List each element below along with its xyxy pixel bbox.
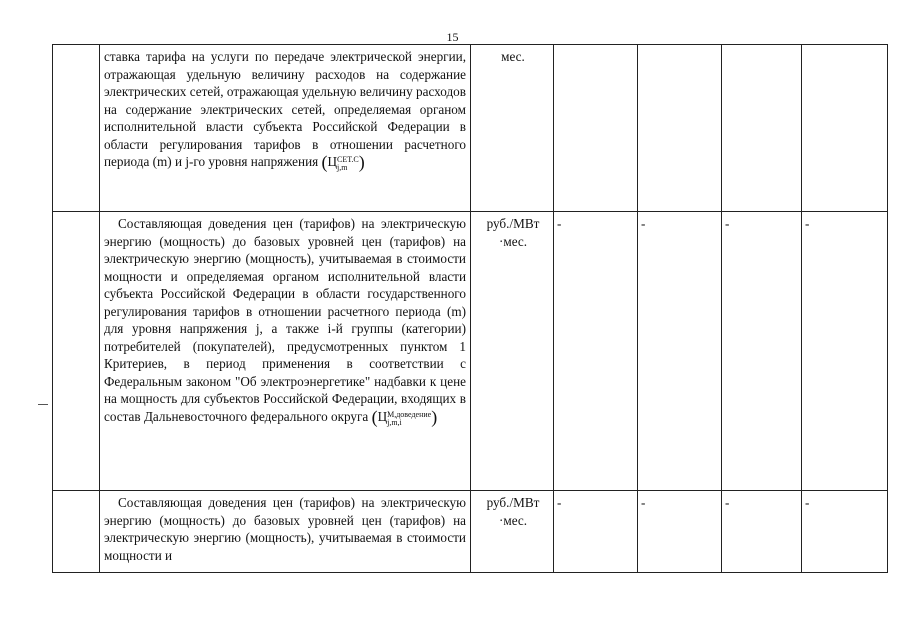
description-cell — [100, 212, 471, 491]
symbol-letter: Ц — [327, 154, 338, 169]
value-cell: - — [722, 212, 802, 491]
value-cell — [554, 45, 638, 212]
formula-symbol: (Ц СЕТ.С j,m ) — [321, 152, 365, 172]
table-row — [53, 212, 888, 491]
value-cell — [802, 45, 888, 212]
value-cell: - — [722, 491, 802, 573]
value-cell: - — [554, 491, 638, 573]
table-row — [53, 45, 888, 212]
value-cell — [722, 45, 802, 212]
formula-symbol: (Ц М,доведение j,m,i ) — [371, 406, 438, 427]
description-tail — [250, 152, 365, 172]
table-row — [53, 491, 888, 573]
description-text: Составляющая доведения цен (тарифов) на электрическую энергию (мощность) до базовых уровней цен (тарифов) на электрическую энергию (мощность), учитываемая в стоимости мощности и определяемая органом исполнительной власти субъекта Российской Федерации в области государственного регулирования тарифов в отношении расчетного периода (m) для уровня напряжения j, а также i-й группы (категории) потребителей (покупателей), предусмотренных пунктом 1 Критериев, в период применения в соответствии с Федеральным законом "Об электроэнергетике" надбавки к цене на мощность для субъектов Российской Федерации, входящих в состав — [104, 216, 466, 424]
description-text: Составляющая доведения цен (тарифов) на электрическую энергию (мощность) до базовых уровней цен (тарифов) на электрическую энергию (мощность), учитываемая в стоимости мощности и — [104, 495, 466, 563]
value-cell: - — [638, 212, 722, 491]
description-tail — [143, 406, 438, 427]
unit-cell: руб./МВт ·мес. — [471, 212, 554, 491]
value-cell — [638, 45, 722, 212]
unit-cell: мес. — [471, 45, 554, 212]
description-cell — [100, 491, 471, 573]
row-number-cell — [53, 45, 100, 212]
symbol-sup: СЕТ.С — [337, 155, 359, 164]
value-cell: - — [802, 491, 888, 573]
unit-cell: руб./МВт ·мес. — [471, 491, 554, 573]
value-cell: - — [554, 212, 638, 491]
tail-text: Дальневосточного федерального округа — [143, 408, 369, 424]
value-cell: - — [802, 212, 888, 491]
page-number: 15 — [446, 30, 459, 44]
description-text: ставка тарифа на услуги по передаче электрической энергии, отражающая удельную величину расходов на содержание электрических сетей, отражающая удельную величину расходов на содержание электрических сетей, определяемая органом исполнительной власти субъекта Российской Федерации в области регулирования тарифов в отношении расчетного периода (m) и j-го уровня — [104, 49, 466, 169]
symbol-sub: j,m,i — [387, 417, 402, 427]
row-number-cell — [53, 212, 100, 491]
symbol-sup: М,доведение — [387, 409, 432, 419]
description-cell — [100, 45, 471, 212]
tail-text: напряжения — [250, 154, 319, 169]
margin-mark — [38, 404, 48, 405]
row-number-cell — [53, 491, 100, 573]
value-cell: - — [638, 491, 722, 573]
symbol-sub: j,m — [337, 163, 348, 172]
symbol-letter: Ц — [377, 408, 388, 424]
tariff-table — [52, 44, 888, 573]
